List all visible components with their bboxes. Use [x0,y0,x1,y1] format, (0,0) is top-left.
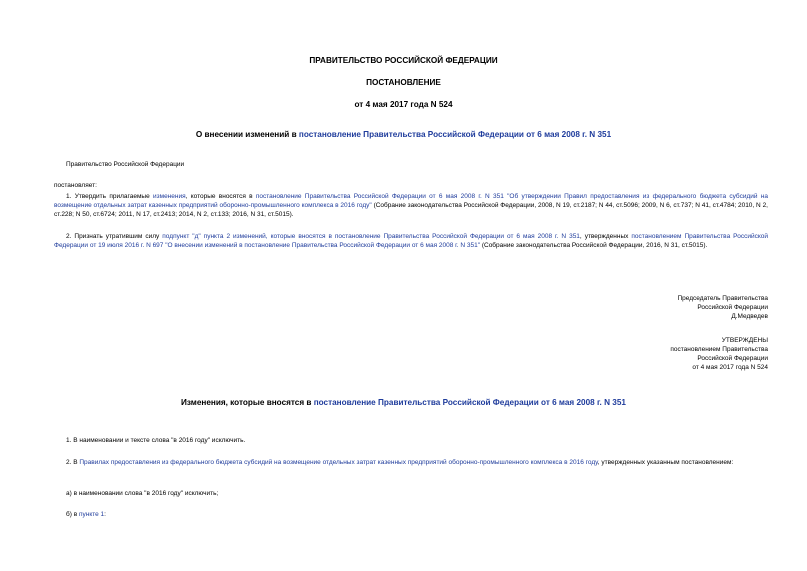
resolution-697-link[interactable]: постановлением Правительства Российской Федерации от 19 июля 2016 г. N 697 "О внесении изменений в постановление Правительства Российской Федерации от 6 мая 2008 г. N 351" [54,233,768,249]
paragraph-1: 1. Утвердить прилагаемые изменения, которые вносятся в постановление Правительства Российской Федерации от 6 мая 2008 г. N 351 "Об утверждении Правил предоставления из федерального бюджета субсидий на возмещение отдельных затрат казенных предприятий оборонно-промышленного комплекса в 2016 году" (Собрание законодательства Российской Федерации, 2008, N 19, ст.2187; N 44, ст.5096; 2009, N 6, ст.737; N 41, ст.4784; 2010, N 2, ст.228; N 50, ст.6724; 2011, N 17, ст.2413; 2014, N 2, ст.133; 2016, N 31, ст.5015). [54,193,768,218]
changes-link[interactable]: изменения [152,193,186,200]
resolves-text: постановляет: [54,182,97,189]
signature-title: Председатель Правительства [677,295,768,302]
change-item-2: 2. В Правилах предоставления из федерального бюджета субсидий на возмещение отдельных затрат казенных предприятий оборонно-промышленного комплекса в 2016 году, утвержденных указанным постановлением: [66,459,734,466]
approval-date: от 4 мая 2017 года N 524 [692,364,768,371]
approval-block [568,336,768,372]
rules-link[interactable]: Правилах предоставления из федерального бюджета субсидий на возмещение отдельных затрат казенных предприятий оборонно-промышленного комплекса в 2016 году [79,459,598,466]
approval-line-2: постановлением Правительства [670,346,768,353]
changes-title-link[interactable]: постановление Правительства Российской Федерации от 6 мая 2008 г. N 351 [313,398,626,407]
paragraph-2: 2. Признать утратившим силу подпункт "д" пункта 2 изменений, которые вносятся в постановление Правительства Российской Федерации от 6 мая 2008 г. N 351, утвержденных постановлением Правительства Российской Федерации от 19 июля 2016 г. N 697 "О внесении изменений в постановление Правительства Российской Федерации от 6 мая 2008 г. N 351" (Собрание законодательства Российской Федерации, 2016, N 31, ст.5015). [54,233,768,249]
subject-heading [0,130,807,139]
date-number-heading: от 4 мая 2017 года N 524 [354,100,453,109]
point-1-link[interactable]: пункте 1 [78,511,105,518]
subparagraph-link[interactable]: подпункт "д" пункта 2 изменений, которые вносятся в постановление Правительства Российской Федерации от 6 мая 2008 г. N 351 [162,233,580,240]
signature-country: Российской Федерации [697,304,768,311]
subject-link[interactable]: постановление Правительства Российской Федерации от 6 мая 2008 г. N 351 [298,130,612,139]
doc-type-heading: ПОСТАНОВЛЕНИЕ [366,78,441,87]
approval-title: УТВЕРЖДЕНЫ [721,337,768,344]
signature-block [568,294,768,321]
resolution-351-link[interactable]: постановление Правительства Российской Федерации от 6 мая 2008 г. N 351 "Об утверждении Правил предоставления из федерального бюджета субсидий на возмещение отдельных затрат казенных предприятий оборонно-промышленного комплекса в 2016 году" [54,193,768,209]
change-item-1: 1. В наименовании и тексте слова "в 2016 году" исключить. [66,437,246,444]
subject-prefix: О внесении изменений в [195,130,299,139]
change-item-a: а) в наименовании слова "в 2016 году" исключить; [66,490,219,497]
approval-line-3: Российской Федерации [697,355,768,362]
government-heading: ПРАВИТЕЛЬСТВО РОССИЙСКОЙ ФЕДЕРАЦИИ [309,56,498,65]
issuer-text: Правительство Российской Федерации [66,161,185,168]
change-item-b: б) в пункте 1: [66,511,106,518]
signature-name: Д.Медведев [731,313,768,320]
changes-heading: Изменения, которые вносятся в постановление Правительства Российской Федерации от 6 мая 2008 г. N 351 [181,398,626,407]
